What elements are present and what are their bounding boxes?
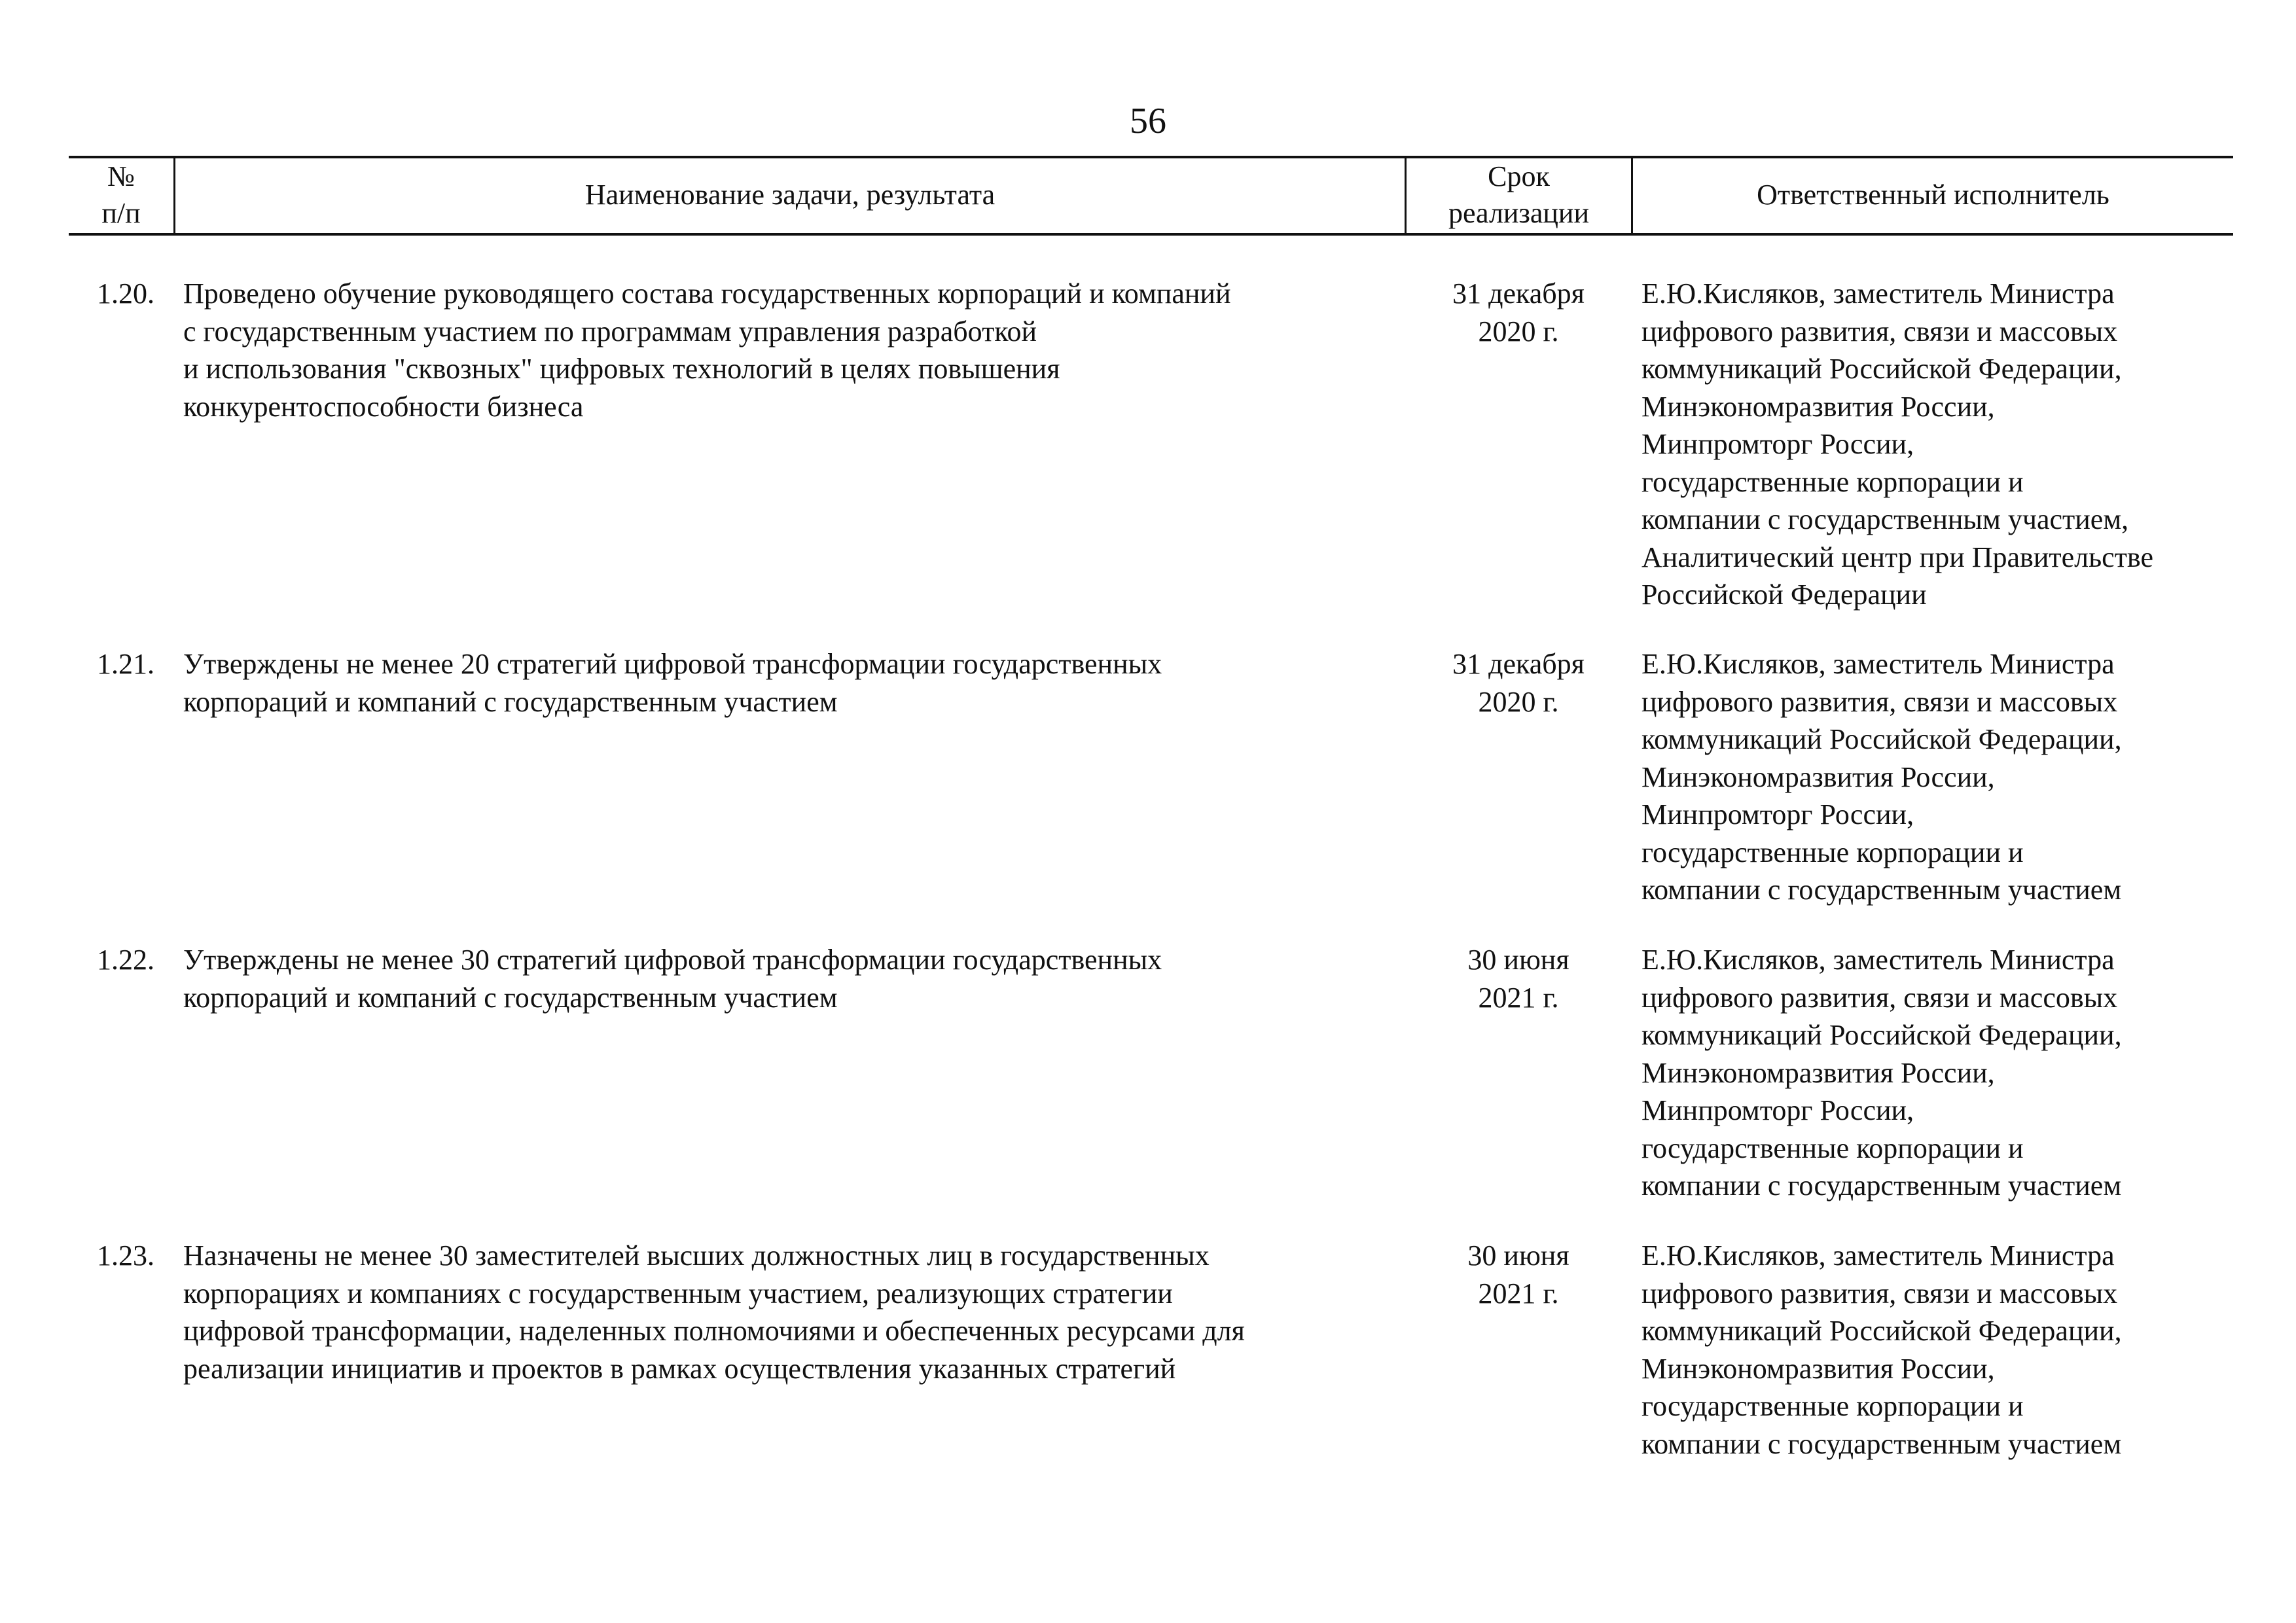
executor-line: Минэкономразвития России, (1641, 390, 1995, 423)
executor-line: компании с государственным участием (1641, 1427, 2122, 1460)
header-deadline-line: Срок (1488, 160, 1550, 192)
header-deadline-line: реализации (1448, 197, 1590, 229)
task-line: реализации инициатив и проектов в рамках осуществления указанных стратегий (183, 1352, 1176, 1385)
executor-line: Российской Федерации (1641, 579, 1927, 611)
row-number: 1.22. (97, 944, 154, 976)
executor-line: цифрового развития, связи и массовых (1641, 685, 2118, 718)
task-line: с государственным участием по программам управления разработкой (183, 315, 1037, 348)
header-number (69, 157, 173, 233)
task-line: Утверждены не менее 20 стратегий цифровой трансформации государственных (183, 648, 1162, 680)
row-task (183, 645, 1414, 721)
page-number: 56 (1130, 101, 1166, 141)
row-task (183, 941, 1414, 1016)
task-line: корпораций и компаний с государственным участием (183, 685, 838, 718)
executor-line: компании с государственным участием (1641, 874, 2122, 906)
header-deadline (1407, 157, 1631, 233)
executor-line: Минпромторг России, (1641, 798, 1914, 830)
task-line: Назначены не менее 30 заместителей высших должностных лиц в государственных (183, 1240, 1210, 1272)
deadline-line: 2020 г. (1478, 685, 1559, 718)
row-executor (1641, 275, 2270, 614)
header-task (175, 157, 1405, 233)
executor-line: государственные корпорации и (1641, 1390, 2024, 1422)
header-number-line: № (107, 160, 135, 192)
header-bottom-rule (69, 233, 2233, 236)
deadline-line: 2021 г. (1478, 981, 1559, 1014)
executor-line: Е.Ю.Кисляков, заместитель Министра (1641, 277, 2115, 310)
row-number: 1.23. (97, 1240, 154, 1272)
task-line: Проведено обучение руководящего состава государственных корпораций и компаний (183, 277, 1231, 310)
deadline-line: 30 июня (1467, 944, 1570, 976)
row-deadline (1410, 645, 1626, 721)
executor-line: Минпромторг России, (1641, 1094, 1914, 1126)
executor-line: компании с государственным участием, (1641, 503, 2129, 535)
deadline-line: 31 декабря (1452, 277, 1585, 310)
row-executor (1641, 1237, 2270, 1463)
executor-line: цифрового развития, связи и массовых (1641, 315, 2118, 348)
executor-line: государственные корпорации и (1641, 465, 2024, 498)
task-line: цифровой трансформации, наделенных полномочиями и обеспеченных ресурсами для (183, 1315, 1245, 1347)
executor-line: государственные корпорации и (1641, 836, 2024, 868)
header-number-line: п/п (101, 197, 141, 229)
executor-line: Е.Ю.Кисляков, заместитель Министра (1641, 648, 2115, 680)
deadline-line: 2020 г. (1478, 315, 1559, 348)
row-executor (1641, 941, 2270, 1205)
task-line: и использования "сквозных" цифровых технологий в целях повышения (183, 353, 1060, 385)
executor-line: коммуникаций Российской Федерации, (1641, 1019, 2122, 1051)
row-number: 1.21. (97, 648, 154, 680)
header-executor (1633, 157, 2233, 233)
deadline-line: 31 декабря (1452, 648, 1585, 680)
executor-line: коммуникаций Российской Федерации, (1641, 723, 2122, 755)
row-deadline (1410, 1237, 1626, 1312)
row-task (183, 275, 1414, 425)
deadline-line: 2021 г. (1478, 1277, 1559, 1310)
row-task (183, 1237, 1414, 1387)
executor-line: Минэкономразвития России, (1641, 1352, 1995, 1385)
executor-line: коммуникаций Российской Федерации, (1641, 353, 2122, 385)
task-line: корпораций и компаний с государственным участием (183, 981, 838, 1014)
row-deadline (1410, 941, 1626, 1016)
row-number: 1.20. (97, 277, 154, 310)
executor-line: компании с государственным участием (1641, 1169, 2122, 1202)
executor-line: Е.Ю.Кисляков, заместитель Министра (1641, 1240, 2115, 1272)
executor-line: коммуникаций Российской Федерации, (1641, 1315, 2122, 1347)
header-task-label: Наименование задачи, результата (584, 179, 996, 211)
row-executor (1641, 645, 2270, 909)
task-line: корпорациях и компаниях с государственным участием, реализующих стратегии (183, 1277, 1173, 1310)
header-executor-label: Ответственный исполнитель (1757, 179, 2109, 211)
executor-line: цифрового развития, связи и массовых (1641, 1277, 2118, 1310)
executor-line: цифрового развития, связи и массовых (1641, 981, 2118, 1014)
executor-line: государственные корпорации и (1641, 1132, 2024, 1164)
row-deadline (1410, 275, 1626, 350)
task-line: Утверждены не менее 30 стратегий цифровой трансформации государственных (183, 944, 1162, 976)
task-line: конкурентоспособности бизнеса (183, 390, 584, 423)
deadline-line: 30 июня (1467, 1240, 1570, 1272)
executor-line: Минэкономразвития России, (1641, 760, 1995, 793)
executor-line: Минпромторг России, (1641, 428, 1914, 460)
executor-line: Аналитический центр при Правительстве (1641, 541, 2153, 573)
executor-line: Е.Ю.Кисляков, заместитель Министра (1641, 944, 2115, 976)
executor-line: Минэкономразвития России, (1641, 1056, 1995, 1089)
